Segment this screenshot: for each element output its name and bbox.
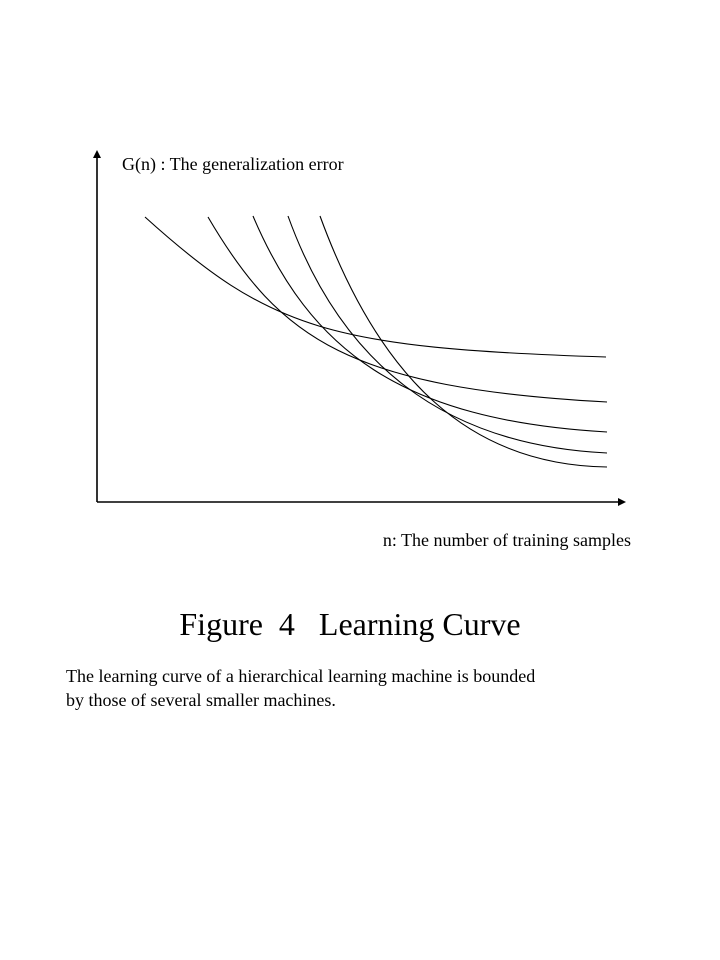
figure-title: Figure 4 Learning Curve — [179, 606, 521, 642]
learning-curve-1 — [145, 217, 606, 357]
learning-curves — [145, 216, 607, 467]
y-axis-label: G(n) : The generalization error — [122, 154, 344, 174]
caption-line-1: The learning curve of a hierarchical learning machine is bounded — [66, 666, 536, 686]
caption-line-2: by those of several smaller machines. — [66, 690, 336, 710]
figure-caption — [66, 664, 646, 712]
learning-curve-5 — [320, 216, 607, 467]
x-axis-label: n: The number of training samples — [382, 530, 631, 550]
learning-curve-3 — [253, 216, 607, 432]
learning-curve-4 — [288, 216, 607, 453]
